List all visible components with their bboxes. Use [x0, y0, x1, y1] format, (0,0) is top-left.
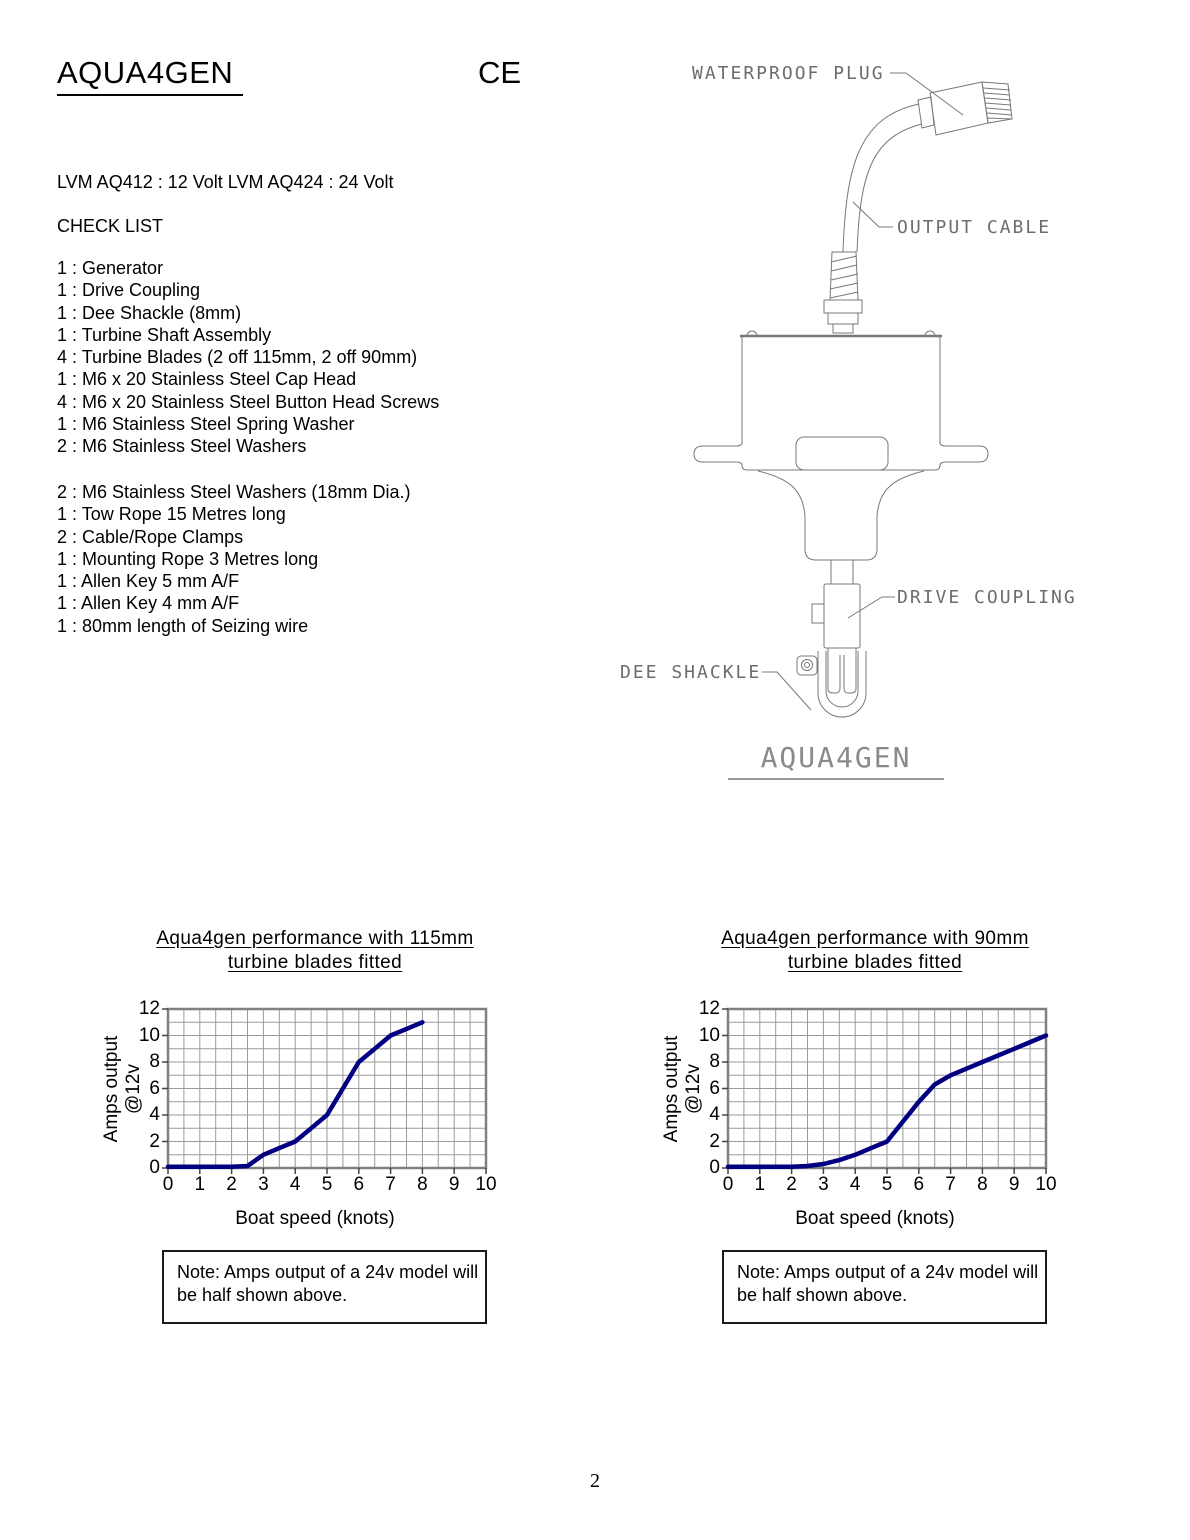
x-axis-label: Boat speed (knots): [795, 1208, 955, 1229]
diagram-brand-text: AQUA4GEN: [728, 741, 944, 780]
x-tick-label: 9: [1008, 1174, 1020, 1195]
plug-collar: [918, 97, 934, 128]
checklist-item: 2 : Cable/Rope Clamps: [57, 526, 244, 547]
x-tick-label: 4: [289, 1174, 301, 1195]
plug-body: [930, 82, 988, 135]
leader-drive-coupling: [848, 597, 895, 618]
chart-title: [100, 927, 530, 975]
checklist-item: 4 : M6 x 20 Stainless Steel Button Head Screws: [57, 391, 440, 412]
checklist-item: 1 : Generator: [57, 258, 164, 278]
x-tick-label: 7: [945, 1174, 956, 1195]
page-number: 2: [590, 1470, 600, 1492]
left-arm: [694, 443, 742, 465]
y-axis-label: Amps output @12v: [101, 1035, 144, 1143]
checklist-item: 1 : Drive Coupling: [57, 280, 201, 301]
x-tick-label: 8: [977, 1174, 988, 1195]
checklist-item: 1 : M6 Stainless Steel Spring Washer: [57, 414, 355, 435]
shackle-inner: [826, 651, 858, 707]
checklist-item: 1 : Mounting Rope 3 Metres long: [57, 548, 319, 569]
x-tick-label: 3: [818, 1174, 829, 1195]
body-outline: [742, 336, 940, 470]
x-tick-label: 10: [475, 1174, 497, 1195]
checklist-item: 1 : 80mm length of Seizing wire: [57, 615, 309, 636]
performance-chart-115mm: [100, 925, 530, 1325]
checklist-item: 1 : Allen Key 5 mm A/F: [57, 571, 240, 592]
plug-ribs: [983, 88, 1012, 119]
checklist-item: 4 : Turbine Blades (2 off 115mm, 2 off 90mm): [57, 347, 418, 368]
x-tick-label: 2: [786, 1174, 797, 1195]
note-box: Note: Amps output of a 24v model will be half shown above.: [162, 1250, 487, 1324]
checklist-group-1: [57, 257, 439, 458]
pin-eye-outer: [802, 660, 813, 671]
header: [57, 55, 597, 95]
checklist-item: 2 : M6 Stainless Steel Washers (18mm Dia.): [57, 482, 411, 502]
x-tick-label: 1: [194, 1174, 206, 1195]
x-tick-label: 6: [353, 1174, 365, 1195]
checklist-heading: CHECK LIST: [57, 216, 164, 236]
y-tick-label: 2: [149, 1130, 160, 1152]
checklist-item: 1 : Tow Rope 15 Metres long: [57, 504, 286, 525]
x-tick-label: 7: [385, 1174, 396, 1195]
drive-coupling-label: DRIVE COUPLING: [897, 587, 1077, 608]
y-tick-label: 4: [149, 1104, 160, 1125]
generator-diagram: [600, 55, 1080, 800]
y-tick-label: 0: [149, 1157, 160, 1178]
checklist-item: 2 : M6 Stainless Steel Washers: [57, 436, 307, 457]
output-cable-label: OUTPUT CABLE: [897, 217, 1052, 238]
plot-area: [156, 1005, 492, 1179]
y-tick-label: 10: [698, 1024, 720, 1046]
x-tick-label: 0: [722, 1174, 734, 1195]
x-axis-label: Boat speed (knots): [235, 1208, 395, 1229]
ce-mark: CE: [478, 55, 522, 90]
x-tick-label: 10: [1035, 1174, 1057, 1195]
checklist-group-2: [57, 481, 410, 637]
x-tick-label: 0: [162, 1174, 174, 1195]
mount-pad: [796, 437, 888, 470]
coupling-tab: [812, 604, 824, 623]
y-tick-label: 8: [149, 1051, 160, 1072]
clevis-prongs: [828, 648, 856, 693]
chart-title-line1: Aqua4gen performance with 90mm: [721, 928, 1029, 949]
shaft: [831, 560, 853, 584]
checklist-item: 1 : Turbine Shaft Assembly: [57, 324, 272, 345]
x-tick-label: 5: [881, 1174, 893, 1195]
x-tick-label: 3: [258, 1174, 269, 1195]
chart-title-line1: Aqua4gen performance with 115mm: [156, 928, 474, 949]
x-tick-label: 2: [226, 1174, 237, 1195]
chart-title-line2: turbine blades fitted: [227, 952, 403, 973]
leader-waterproof-plug: [890, 73, 963, 115]
x-tick-label: 5: [321, 1174, 333, 1195]
note-box: Note: Amps output of a 24v model will be half shown above.: [722, 1250, 1047, 1324]
waterproof-plug-label: WATERPROOF PLUG: [692, 63, 885, 84]
chart-title-line2: turbine blades fitted: [787, 952, 963, 973]
text-column: [57, 55, 597, 636]
generator-line-drawing: [600, 55, 1080, 800]
y-tick-label: 4: [709, 1104, 720, 1125]
chart-title: [660, 927, 1090, 975]
performance-chart-90mm: [660, 925, 1090, 1325]
y-tick-label: 12: [698, 998, 720, 1019]
x-tick-label: 9: [448, 1174, 460, 1195]
y-tick-label: 2: [709, 1130, 720, 1152]
y-tick-label: 12: [138, 998, 160, 1019]
y-tick-label: 6: [149, 1077, 160, 1099]
gland-top: [824, 300, 862, 313]
pin-eye-inner: [805, 663, 810, 668]
gland-base: [833, 324, 853, 333]
dee-shackle-label: DEE SHACKLE: [620, 662, 762, 683]
x-tick-label: 1: [754, 1174, 766, 1195]
page-title: AQUA4GEN: [57, 55, 243, 96]
y-tick-label: 8: [709, 1051, 720, 1072]
x-tick-label: 4: [849, 1174, 861, 1195]
leader-dee-shackle: [762, 672, 811, 710]
y-axis-label: Amps output @12v: [661, 1035, 704, 1143]
shackle-pin: [797, 656, 817, 675]
checklist-item: 1 : Allen Key 4 mm A/F: [57, 593, 240, 614]
coupling-body: [824, 584, 860, 648]
lower-housing: [758, 471, 924, 560]
gland-mid: [828, 313, 858, 324]
y-tick-label: 0: [709, 1157, 720, 1178]
plot-area: [716, 1005, 1052, 1179]
checklist-item: 1 : M6 x 20 Stainless Steel Cap Head: [57, 369, 357, 390]
x-tick-label: 8: [417, 1174, 428, 1195]
right-arm: [940, 443, 988, 465]
checklist-item: 1 : Dee Shackle (8mm): [57, 302, 242, 323]
model-voltages: LVM AQ412 : 12 Volt LVM AQ424 : 24 Volt: [57, 172, 394, 192]
y-tick-label: 6: [709, 1077, 720, 1099]
x-tick-label: 6: [913, 1174, 925, 1195]
y-tick-label: 10: [138, 1024, 160, 1046]
spiral-lines: [830, 256, 858, 298]
